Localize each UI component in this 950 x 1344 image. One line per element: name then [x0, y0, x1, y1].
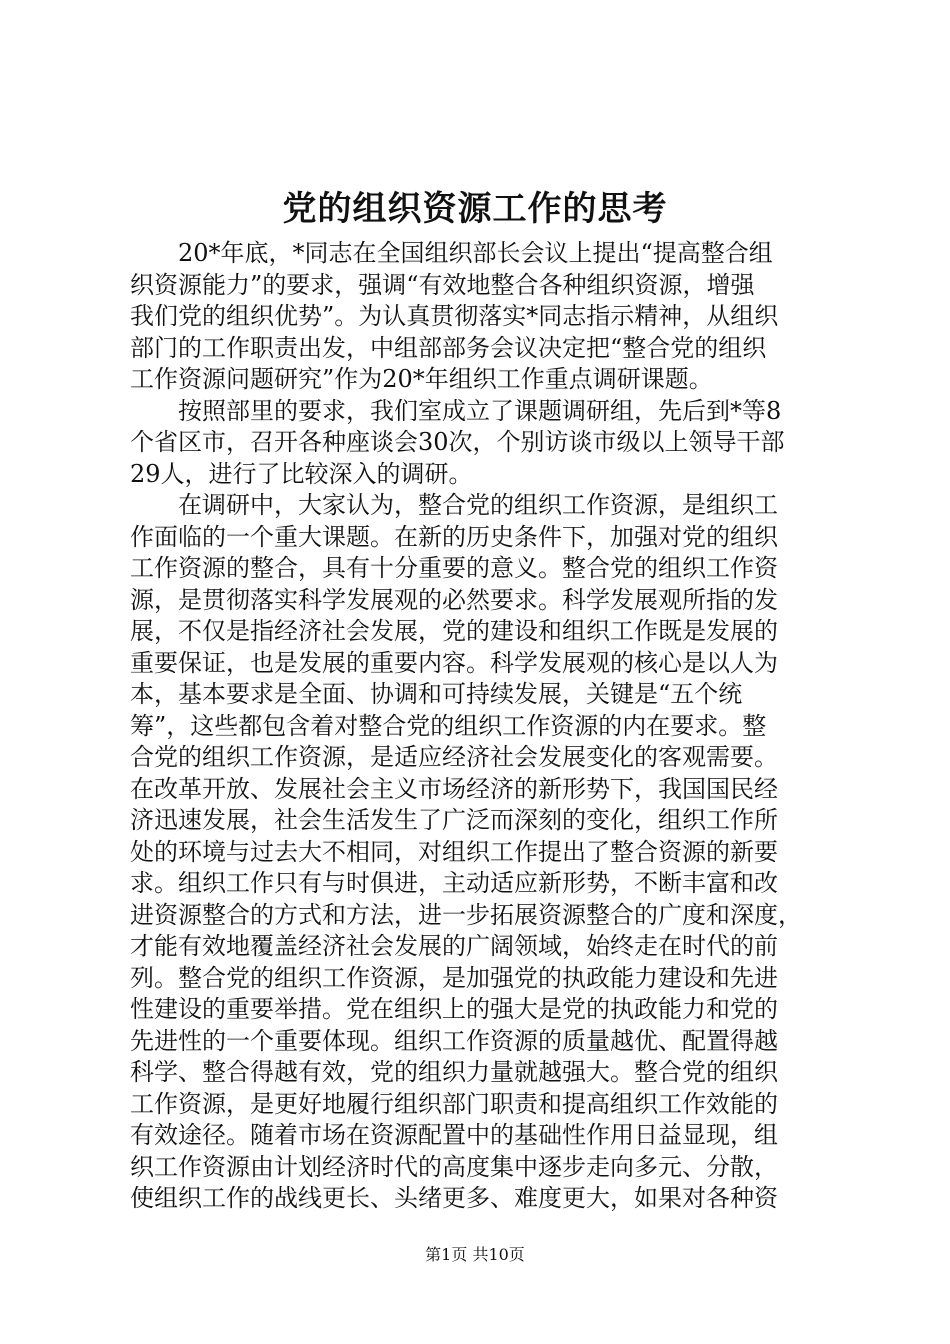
- text-line: 工作资源，是更好地履行组织部门职责和提高组织工作效能的: [130, 1089, 778, 1118]
- text-line: 性建设的重要举措。党在组织上的强大是党的执政能力和党的: [130, 995, 778, 1023]
- text-line: 织资源能力”的要求，强调“有效地整合各种组织资源，增强: [130, 270, 755, 299]
- text-line: 工作资源的整合，具有十分重要的意义。整合党的组织工作资: [130, 554, 778, 582]
- text-line: 才能有效地覆盖经济社会发展的广阔领域，始终走在时代的前: [130, 932, 778, 960]
- text-line: 部门的工作职责出发，中组部部务会议决定把“整合党的组织: [130, 333, 767, 362]
- text-line: 科学、整合得越有效，党的组织力量就越强大。整合党的组织: [130, 1058, 778, 1086]
- text-line: 作面临的一个重大课题。在新的历史条件下，加强对党的组织: [130, 522, 778, 551]
- text-line: 织工作资源由计划经济时代的高度集中逐步走向多元、分散，: [130, 1152, 778, 1181]
- text-line: 源，是贯彻落实科学发展观的必然要求。科学发展观所指的发: [130, 585, 778, 614]
- text-line: 本，基本要求是全面、协调和可持续发展，关键是“五个统: [130, 680, 743, 708]
- text-line: 在调研中，大家认为，整合党的组织工作资源，是组织工: [178, 491, 778, 519]
- text-line: 在改革开放、发展社会主义市场经济的新形势下，我国国民经: [130, 774, 778, 803]
- document-body: [130, 238, 830, 1215]
- document-title: 党的组织资源工作的思考: [282, 189, 668, 229]
- text-line: 处的环境与过去大不相同，对组织工作提出了整合资源的新要: [130, 837, 778, 866]
- text-line: 济迅速发展，社会生活发生了广泛而深刻的变化，组织工作所: [130, 806, 778, 834]
- text-line: 重要保证，也是发展的重要内容。科学发展观的核心是以人为: [130, 648, 778, 677]
- page-footer: 第1页 共10页: [425, 1245, 525, 1264]
- text-line: 使组织工作的战线更长、头绪更多、难度更大，如果对各种资: [130, 1184, 778, 1212]
- text-line: 筹”，这些都包含着对整合党的组织工作资源的内在要求。整: [130, 711, 767, 740]
- paragraph: [130, 490, 830, 1215]
- text-line: 我们党的组织优势”。为认真贯彻落实*同志指示精神，从组织: [130, 302, 779, 330]
- paragraph: [130, 238, 830, 396]
- text-line: 个省区市，召开各种座谈会30次，个别访谈市级以上领导干部: [130, 428, 785, 456]
- text-line: 展，不仅是指经济社会发展，党的建设和组织工作既是发展的: [130, 617, 778, 645]
- text-line: 合党的组织工作资源，是适应经济社会发展变化的客观需要。: [130, 743, 778, 771]
- text-line: 先进性的一个重要体现。组织工作资源的质量越优、配置得越: [130, 1026, 778, 1055]
- text-line: 列。整合党的组织工作资源，是加强党的执政能力建设和先进: [130, 963, 778, 992]
- text-line: 工作资源问题研究”作为20*年组织工作重点调研课题。: [130, 365, 713, 393]
- paragraph: [130, 396, 830, 491]
- text-line: 有效途径。随着市场在资源配置中的基础性作用日益显现，组: [130, 1121, 778, 1149]
- text-line: 进资源整合的方式和方法，进一步拓展资源整合的广度和深度，: [130, 900, 802, 929]
- text-line: 求。组织工作只有与时俱进，主动适应新形势，不断丰富和改: [130, 869, 778, 897]
- text-line: 按照部里的要求，我们室成立了课题调研组，先后到*等8: [178, 396, 782, 425]
- text-line: 20*年底，*同志在全国组织部长会议上提出“提高整合组: [178, 239, 773, 267]
- text-line: 29人，进行了比较深入的调研。: [130, 459, 473, 488]
